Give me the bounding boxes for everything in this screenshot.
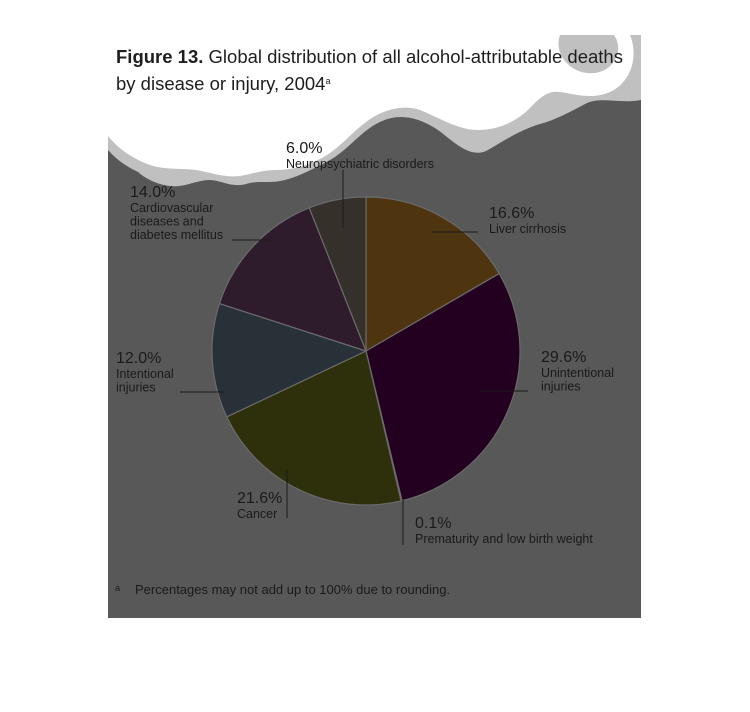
data-label-value-cancer: 21.6% [237,490,283,507]
title-footnote-marker: a [325,76,331,86]
data-label-value-cardiovascular-diseases-and-diabetes-mellitus: 14.0% [130,184,176,201]
data-label-category-prematurity-and-low-birth-weight: Prematurity and low birth weight [415,532,593,546]
footnote [115,582,450,597]
data-label-category-cancer: Cancer [237,507,278,521]
footnote-text: Percentages may not add up to 100% due to rounding. [135,582,451,597]
data-label-category-neuropsychiatric-disorders: Neuropsychiatric disorders [286,157,434,171]
data-label-category-liver-cirrhosis: Liver cirrhosis [489,222,567,236]
title-text: Global distribution of all alcohol-attributable deaths by disease or injury, 2004 [116,46,623,94]
data-label-value-prematurity-and-low-birth-weight: 0.1% [415,515,452,532]
data-label-value-liver-cirrhosis: 16.6% [489,205,535,222]
footnote-marker: a [115,583,121,593]
data-label-value-unintentional-injuries: 29.6% [541,349,587,366]
data-label-category-unintentional-injuries: Unintentional injuries [541,366,614,394]
data-label-value-neuropsychiatric-disorders: 6.0% [286,140,323,157]
data-label-category-intentional-injuries: Intentional injuries [116,367,174,395]
data-label-category-cardiovascular-diseases-and-diabetes-mellitus: Cardiovascular diseases and diabetes mellitus [130,201,224,242]
figure-number: Figure 13. [116,46,204,67]
data-label-value-intentional-injuries: 12.0% [116,350,162,367]
